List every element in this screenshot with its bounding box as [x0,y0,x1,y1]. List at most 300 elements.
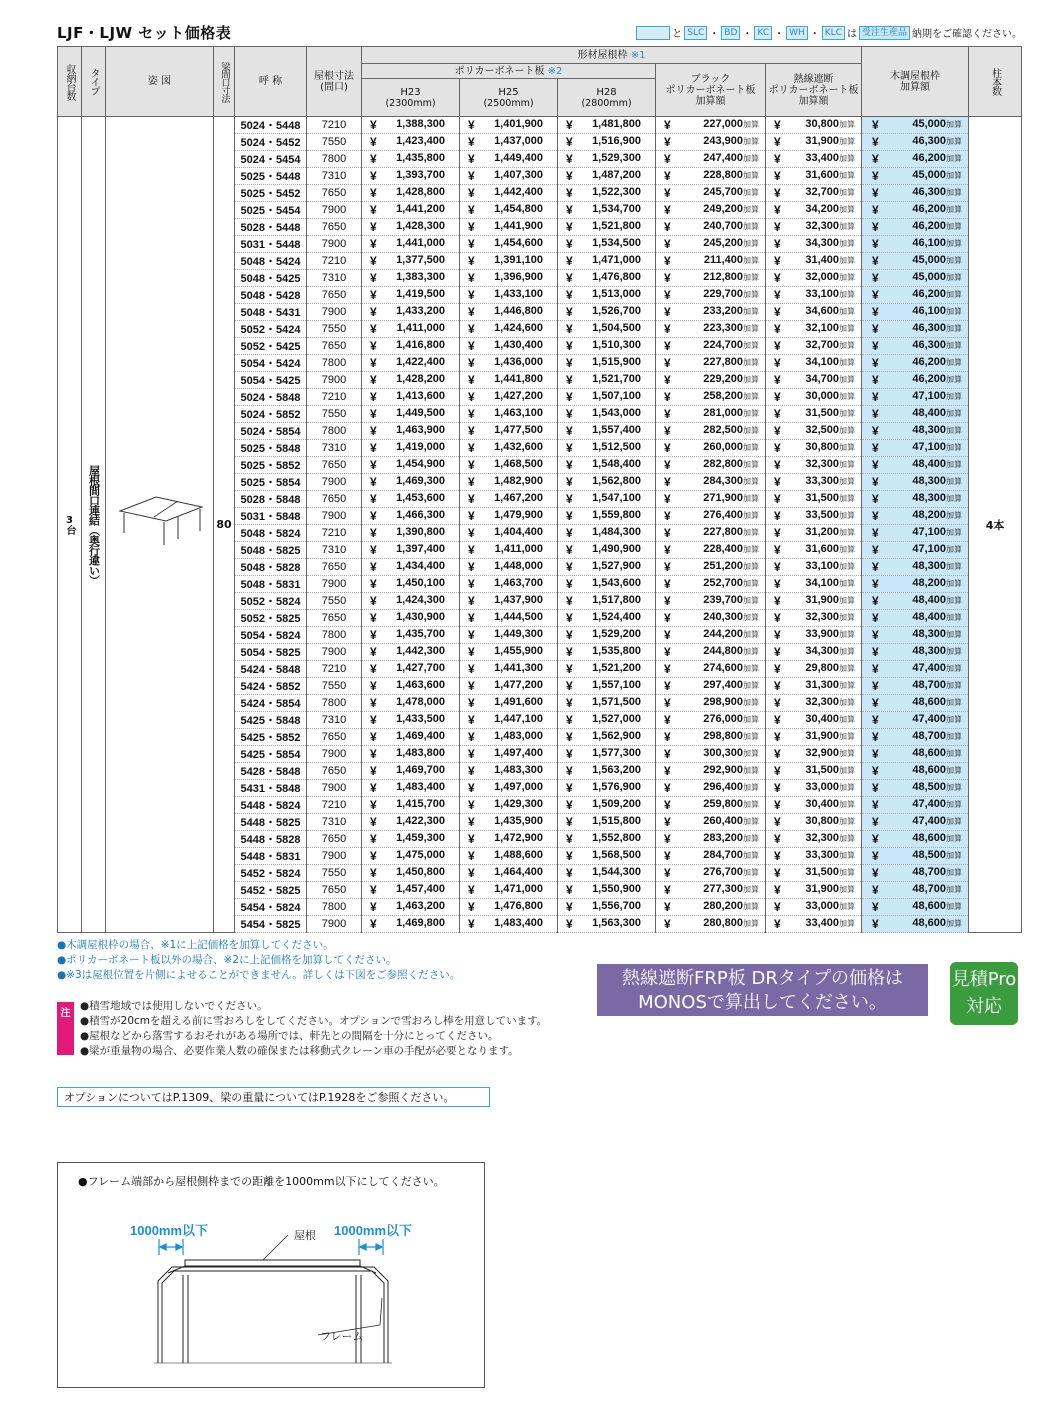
price-h23: ¥ 1,419,000 [362,440,460,457]
roof-width: 7210 [307,661,362,678]
add-wood: ¥ 47,100加算 [862,542,969,559]
add-wood: ¥ 48,300加算 [862,423,969,440]
price-h23: ¥ 1,383,300 [362,270,460,287]
add-black: ¥ 240,300加算 [656,610,766,627]
add-wood: ¥ 45,000加算 [862,117,969,134]
right-dimension-arrow [359,1239,383,1255]
add-heat: ¥ 34,100加算 [766,576,862,593]
roof-width: 7900 [307,746,362,763]
header-heat: 熱線遮断 ポリカーボネート板 加算額 [766,64,862,117]
price-h25: ¥ 1,482,900 [460,474,558,491]
add-heat: ¥ 32,300加算 [766,219,862,236]
roof-width: 7310 [307,168,362,185]
header-poly-group: ポリカーボネート板 ※2 [362,64,656,79]
roof-width: 7310 [307,270,362,287]
price-h28: ¥ 1,552,800 [558,831,656,848]
add-black: ¥ 297,400加算 [656,678,766,695]
price-h23: ¥ 1,478,000 [362,695,460,712]
price-h23: ¥ 1,450,800 [362,865,460,882]
price-h23: ¥ 1,441,200 [362,202,460,219]
add-heat: ¥ 31,500加算 [766,763,862,780]
add-heat: ¥ 31,400加算 [766,253,862,270]
header-h28: H28 (2800mm) [558,79,656,117]
price-h28: ¥ 1,512,500 [558,440,656,457]
price-h28: ¥ 1,521,700 [558,372,656,389]
roof-width: 7800 [307,355,362,372]
model-name: 5054・5825 [235,644,307,661]
roof-width: 7900 [307,474,362,491]
add-heat: ¥ 34,300加算 [766,236,862,253]
add-black: ¥ 211,400加算 [656,253,766,270]
add-heat: ¥ 30,800加算 [766,814,862,831]
add-wood: ¥ 47,100加算 [862,440,969,457]
add-wood: ¥ 46,200加算 [862,219,969,236]
frame-diagram-svg [58,1163,486,1389]
add-black: ¥ 212,800加算 [656,270,766,287]
price-h23: ¥ 1,411,000 [362,321,460,338]
price-h28: ¥ 1,548,400 [558,457,656,474]
roof-width: 7650 [307,882,362,899]
add-heat: ¥ 32,700加算 [766,338,862,355]
model-name: 5048・5424 [235,253,307,270]
price-h28: ¥ 1,577,300 [558,746,656,763]
note-1: ●木調屋根枠の場合、※1に上記価格を加算してください。 [57,939,334,951]
add-heat: ¥ 29,800加算 [766,661,862,678]
price-h28: ¥ 1,547,100 [558,491,656,508]
add-black: ¥ 249,200加算 [656,202,766,219]
model-name: 5048・5824 [235,525,307,542]
add-black: ¥ 258,200加算 [656,389,766,406]
add-heat: ¥ 34,100加算 [766,355,862,372]
price-h28: ¥ 1,484,300 [558,525,656,542]
add-wood: ¥ 48,600加算 [862,746,969,763]
roof-width: 7800 [307,151,362,168]
price-h23: ¥ 1,483,400 [362,780,460,797]
add-heat: ¥ 30,400加算 [766,712,862,729]
price-h23: ¥ 1,397,400 [362,542,460,559]
price-h23: ¥ 1,463,900 [362,423,460,440]
model-name: 5425・5848 [235,712,307,729]
add-black: ¥ 271,900加算 [656,491,766,508]
add-black: ¥ 233,200加算 [656,304,766,321]
price-h25: ¥ 1,471,000 [460,882,558,899]
price-h25: ¥ 1,448,000 [460,559,558,576]
add-black: ¥ 298,900加算 [656,695,766,712]
price-h23: ¥ 1,427,700 [362,661,460,678]
frame-label: フレーム [320,1330,364,1343]
model-name: 5428・5848 [235,763,307,780]
price-h28: ¥ 1,527,000 [558,712,656,729]
price-h23: ¥ 1,393,700 [362,168,460,185]
price-h25: ¥ 1,446,800 [460,304,558,321]
add-black: ¥ 259,800加算 [656,797,766,814]
add-heat: ¥ 33,900加算 [766,627,862,644]
roof-width: 7800 [307,423,362,440]
add-heat: ¥ 32,300加算 [766,695,862,712]
price-h28: ¥ 1,529,300 [558,151,656,168]
roof-width: 7900 [307,202,362,219]
header-wood: 木調屋根枠 加算額 [862,47,969,117]
price-h25: ¥ 1,391,100 [460,253,558,270]
add-heat: ¥ 33,400加算 [766,916,862,933]
add-wood: ¥ 48,300加算 [862,491,969,508]
add-heat: ¥ 34,600加算 [766,304,862,321]
price-h23: ¥ 1,441,000 [362,236,460,253]
add-heat: ¥ 31,900加算 [766,593,862,610]
header-pillars: 柱本数 [969,47,1022,117]
price-h25: ¥ 1,441,300 [460,661,558,678]
price-h25: ¥ 1,454,600 [460,236,558,253]
model-name: 5424・5852 [235,678,307,695]
price-h23: ¥ 1,413,600 [362,389,460,406]
price-h23: ¥ 1,466,300 [362,508,460,525]
add-black: ¥ 296,400加算 [656,780,766,797]
caution-1: ●積雪地域では使用しないでください。 [80,1000,268,1012]
add-heat: ¥ 30,800加算 [766,117,862,134]
model-name: 5431・5848 [235,780,307,797]
roof-width: 7550 [307,406,362,423]
price-h25: ¥ 1,449,300 [460,627,558,644]
beam-gap-cell: 80 [214,117,235,933]
add-heat: ¥ 31,300加算 [766,678,862,695]
roof-width: 7800 [307,695,362,712]
diagram-note: ●フレーム端部から屋根側枠までの距離を1000mm以下にしてください。 [78,1175,445,1188]
header-frame-group: 形材屋根枠 ※1 [362,47,862,64]
price-h28: ¥ 1,516,900 [558,134,656,151]
price-h28: ¥ 1,513,000 [558,287,656,304]
model-name: 5448・5824 [235,797,307,814]
add-heat: ¥ 34,300加算 [766,644,862,661]
model-name: 5424・5848 [235,661,307,678]
roof-width: 7650 [307,185,362,202]
model-name: 5448・5828 [235,831,307,848]
add-heat: ¥ 31,900加算 [766,134,862,151]
price-h23: ¥ 1,388,300 [362,117,460,134]
price-h25: ¥ 1,488,600 [460,848,558,865]
color-legend: と SLC ・ BD ・ KC ・ WH ・ KLC は 受注生産品 納期をご確認ください。 [636,25,1022,40]
price-h28: ¥ 1,535,800 [558,644,656,661]
price-h28: ¥ 1,563,200 [558,763,656,780]
price-h25: ¥ 1,442,400 [460,185,558,202]
price-h23: ¥ 1,423,400 [362,134,460,151]
price-h25: ¥ 1,483,000 [460,729,558,746]
price-h28: ¥ 1,507,100 [558,389,656,406]
add-wood: ¥ 46,200加算 [862,151,969,168]
add-heat: ¥ 32,100加算 [766,321,862,338]
add-black: ¥ 282,500加算 [656,423,766,440]
price-h23: ¥ 1,457,400 [362,882,460,899]
roof-width: 7900 [307,916,362,933]
roof-width: 7650 [307,219,362,236]
roof-width: 7310 [307,814,362,831]
legend-color-bd: BD [721,26,740,40]
model-name: 5052・5825 [235,610,307,627]
add-black: ¥ 260,400加算 [656,814,766,831]
add-black: ¥ 245,700加算 [656,185,766,202]
price-h23: ¥ 1,430,900 [362,610,460,627]
roof-width: 7800 [307,899,362,916]
model-name: 5454・5824 [235,899,307,916]
add-wood: ¥ 46,200加算 [862,355,969,372]
left-dimension-label: 1000mm以下 [130,1223,209,1238]
add-heat: ¥ 32,300加算 [766,610,862,627]
add-wood: ¥ 46,300加算 [862,134,969,151]
header-black: ブラック ポリカーボネート板 加算額 [656,64,766,117]
price-h25: ¥ 1,437,900 [460,593,558,610]
model-name: 5024・5848 [235,389,307,406]
roof-width: 7210 [307,389,362,406]
add-heat: ¥ 32,300加算 [766,457,862,474]
roof-width: 7210 [307,117,362,134]
roof-width: 7900 [307,304,362,321]
model-name: 5048・5828 [235,559,307,576]
header-type: タイプ [82,47,106,117]
add-black: ¥ 280,200加算 [656,899,766,916]
mitsumori-pro-badge: 見積Pro 対応 [950,962,1018,1025]
price-h23: ¥ 1,469,400 [362,729,460,746]
price-h23: ¥ 1,377,500 [362,253,460,270]
add-wood: ¥ 47,100加算 [862,525,969,542]
price-h23: ¥ 1,459,300 [362,831,460,848]
model-name: 5048・5428 [235,287,307,304]
price-h25: ¥ 1,435,900 [460,814,558,831]
add-black: ¥ 229,200加算 [656,372,766,389]
roof-width: 7650 [307,559,362,576]
add-wood: ¥ 48,400加算 [862,610,969,627]
add-black: ¥ 276,000加算 [656,712,766,729]
page-title: LJF・LJW セット価格表 [57,24,232,42]
model-name: 5425・5854 [235,746,307,763]
price-h23: ¥ 1,475,000 [362,848,460,865]
add-heat: ¥ 31,200加算 [766,525,862,542]
price-h25: ¥ 1,449,400 [460,151,558,168]
price-h23: ¥ 1,469,700 [362,763,460,780]
price-h28: ¥ 1,521,800 [558,219,656,236]
add-black: ¥ 227,800加算 [656,355,766,372]
model-name: 5024・5852 [235,406,307,423]
header-figure: 姿 図 [106,47,214,117]
price-h23: ¥ 1,422,300 [362,814,460,831]
price-h25: ¥ 1,479,900 [460,508,558,525]
frame-distance-diagram [57,1162,485,1388]
price-h28: ¥ 1,544,300 [558,865,656,882]
model-name: 5025・5454 [235,202,307,219]
price-h23: ¥ 1,483,800 [362,746,460,763]
price-h23: ¥ 1,424,300 [362,593,460,610]
add-black: ¥ 298,800加算 [656,729,766,746]
price-h23: ¥ 1,419,500 [362,287,460,304]
model-name: 5448・5825 [235,814,307,831]
roof-width: 7650 [307,457,362,474]
add-black: ¥ 274,600加算 [656,661,766,678]
price-h23: ¥ 1,433,200 [362,304,460,321]
caution-3: ●屋根などから落雪するおそれがある場所では、軒先との間隔を十分にとってください。 [80,1030,499,1042]
add-heat: ¥ 30,000加算 [766,389,862,406]
price-h28: ¥ 1,562,800 [558,474,656,491]
legend-swatch [636,26,670,40]
add-wood: ¥ 46,300加算 [862,321,969,338]
roof-width: 7310 [307,712,362,729]
price-h25: ¥ 1,463,100 [460,406,558,423]
price-h28: ¥ 1,471,000 [558,253,656,270]
model-name: 5048・5825 [235,542,307,559]
add-black: ¥ 251,200加算 [656,559,766,576]
price-h28: ¥ 1,534,700 [558,202,656,219]
price-h25: ¥ 1,427,200 [460,389,558,406]
price-h23: ¥ 1,450,100 [362,576,460,593]
add-wood: ¥ 48,400加算 [862,457,969,474]
legend-color-klc: KLC [822,26,845,40]
add-black: ¥ 227,800加算 [656,525,766,542]
figure-cell [106,117,214,933]
price-h28: ¥ 1,534,500 [558,236,656,253]
add-heat: ¥ 32,900加算 [766,746,862,763]
price-h28: ¥ 1,521,200 [558,661,656,678]
add-wood: ¥ 48,700加算 [862,678,969,695]
add-wood: ¥ 45,000加算 [862,253,969,270]
model-name: 5054・5425 [235,372,307,389]
roof-width: 7550 [307,593,362,610]
frame-shape [154,1267,392,1363]
add-wood: ¥ 48,300加算 [862,627,969,644]
add-heat: ¥ 33,400加算 [766,151,862,168]
price-h25: ¥ 1,497,000 [460,780,558,797]
add-black: ¥ 227,000加算 [656,117,766,134]
add-wood: ¥ 47,400加算 [862,661,969,678]
price-h25: ¥ 1,429,300 [460,797,558,814]
add-black: ¥ 228,800加算 [656,168,766,185]
model-name: 5024・5854 [235,423,307,440]
price-h28: ¥ 1,515,900 [558,355,656,372]
model-name: 5052・5824 [235,593,307,610]
add-wood: ¥ 46,300加算 [862,338,969,355]
model-name: 5452・5824 [235,865,307,882]
roof-width: 7650 [307,610,362,627]
add-wood: ¥ 47,100加算 [862,389,969,406]
model-name: 5031・5448 [235,236,307,253]
price-h28: ¥ 1,526,700 [558,304,656,321]
roof-width: 7210 [307,253,362,270]
price-h28: ¥ 1,571,500 [558,695,656,712]
price-h25: ¥ 1,430,400 [460,338,558,355]
add-wood: ¥ 48,400加算 [862,406,969,423]
price-h23: ¥ 1,428,300 [362,219,460,236]
price-h25: ¥ 1,404,400 [460,525,558,542]
price-h23: ¥ 1,449,500 [362,406,460,423]
model-name: 5454・5825 [235,916,307,933]
model-name: 5024・5454 [235,151,307,168]
model-name: 5048・5831 [235,576,307,593]
caution-4: ●梁が重量物の場合、必要作業人数の確保または移動式クレーン車の手配が必要となります。 [80,1045,519,1057]
price-h23: ¥ 1,435,700 [362,627,460,644]
made-to-order-badge: 受注生産品 [859,26,910,40]
add-black: ¥ 281,000加算 [656,406,766,423]
model-name: 5054・5824 [235,627,307,644]
add-heat: ¥ 31,900加算 [766,729,862,746]
add-black: ¥ 260,000加算 [656,440,766,457]
add-heat: ¥ 34,700加算 [766,372,862,389]
price-h23: ¥ 1,463,200 [362,899,460,916]
add-wood: ¥ 46,100加算 [862,304,969,321]
model-name: 5024・5452 [235,134,307,151]
add-heat: ¥ 33,300加算 [766,848,862,865]
price-h28: ¥ 1,524,400 [558,610,656,627]
caution-2: ●積雪が20cmを超える前に雪おろしをしてください。オプションで雪おろし棒を用意しています。 [80,1015,548,1027]
price-h23: ¥ 1,422,400 [362,355,460,372]
add-heat: ¥ 30,400加算 [766,797,862,814]
price-h28: ¥ 1,510,300 [558,338,656,355]
model-name: 5028・5448 [235,219,307,236]
price-h25: ¥ 1,477,200 [460,678,558,695]
carport-figure-icon [116,493,204,553]
caution-label: 注 [57,1002,74,1055]
roof-width: 7650 [307,287,362,304]
price-h23: ¥ 1,442,300 [362,644,460,661]
add-wood: ¥ 48,300加算 [862,474,969,491]
header-h25: H25 (2500mm) [460,79,558,117]
price-h28: ¥ 1,557,400 [558,423,656,440]
add-heat: ¥ 32,300加算 [766,831,862,848]
model-name: 5025・5452 [235,185,307,202]
type-cell: 屋根間口連結（奥行違い） [82,117,106,933]
add-heat: ¥ 31,900加算 [766,882,862,899]
add-wood: ¥ 47,400加算 [862,814,969,831]
price-h25: ¥ 1,396,900 [460,270,558,287]
roof-label: 屋根 [294,1229,316,1242]
price-h23: ¥ 1,434,400 [362,559,460,576]
price-h23: ¥ 1,433,500 [362,712,460,729]
roof-width: 7310 [307,542,362,559]
price-h28: ¥ 1,527,900 [558,559,656,576]
model-name: 5025・5448 [235,168,307,185]
price-h25: ¥ 1,433,100 [460,287,558,304]
model-name: 5425・5852 [235,729,307,746]
legend-color-kc: KC [754,26,772,40]
legend-color-wh: WH [786,26,808,40]
header-storage: 収納台数 [58,47,82,117]
price-h28: ¥ 1,509,200 [558,797,656,814]
price-h25: ¥ 1,432,600 [460,440,558,457]
add-heat: ¥ 33,500加算 [766,508,862,525]
price-h25: ¥ 1,437,000 [460,134,558,151]
price-h25: ¥ 1,483,300 [460,763,558,780]
add-heat: ¥ 34,200加算 [766,202,862,219]
legend-color-slc: SLC [684,26,707,40]
price-h28: ¥ 1,550,900 [558,882,656,899]
table-row [58,117,1022,134]
price-h25: ¥ 1,447,100 [460,712,558,729]
add-wood: ¥ 46,200加算 [862,372,969,389]
price-h28: ¥ 1,563,300 [558,916,656,933]
roof-width: 7900 [307,576,362,593]
add-black: ¥ 229,700加算 [656,287,766,304]
price-h23: ¥ 1,390,800 [362,525,460,542]
add-black: ¥ 223,300加算 [656,321,766,338]
price-h28: ¥ 1,559,800 [558,508,656,525]
price-h25: ¥ 1,491,600 [460,695,558,712]
header-name: 呼 称 [235,47,307,117]
roof-width: 7550 [307,865,362,882]
price-h25: ¥ 1,411,000 [460,542,558,559]
add-black: ¥ 243,900加算 [656,134,766,151]
price-h25: ¥ 1,441,800 [460,372,558,389]
add-wood: ¥ 48,700加算 [862,865,969,882]
price-h28: ¥ 1,568,500 [558,848,656,865]
add-wood: ¥ 48,400加算 [862,593,969,610]
storage-count-cell: 3台 [58,117,82,933]
add-wood: ¥ 46,200加算 [862,202,969,219]
header-h23: H23 (2300mm) [362,79,460,117]
